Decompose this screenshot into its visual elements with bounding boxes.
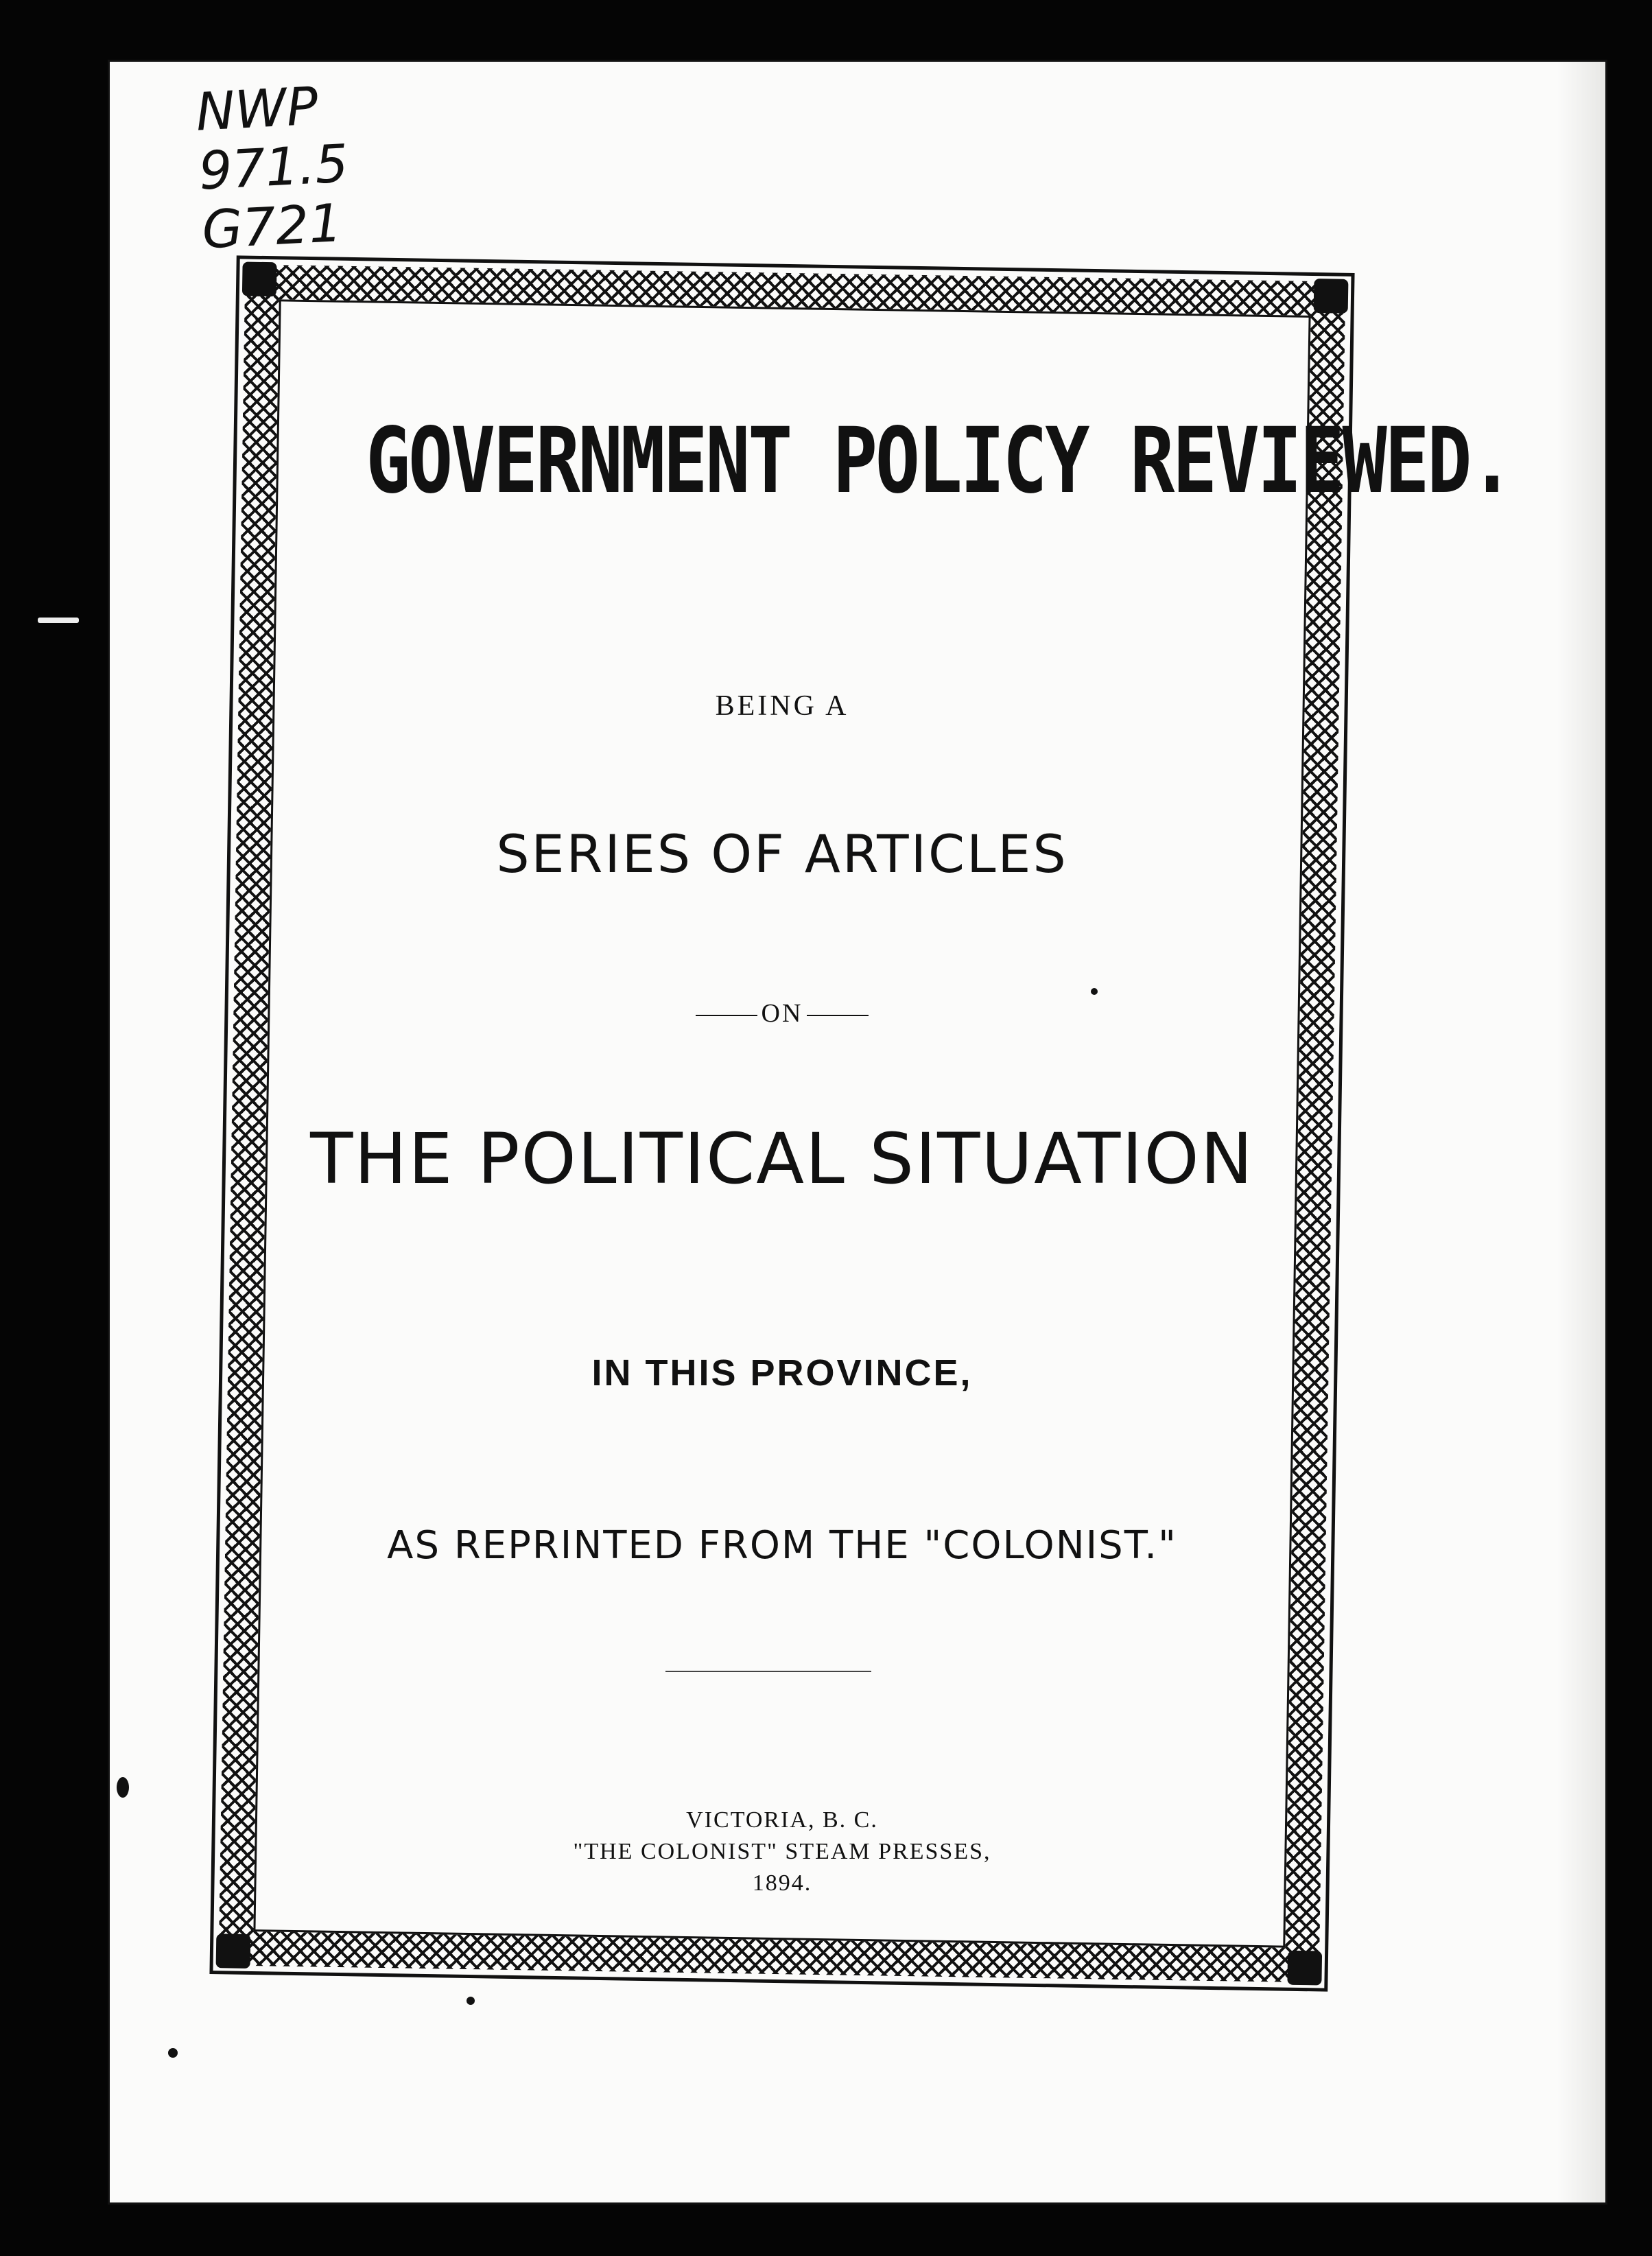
- ink-speck: [467, 1997, 475, 2005]
- dash-left: [696, 1015, 757, 1016]
- dash-right: [807, 1015, 869, 1016]
- paper-damage-mark: [117, 1777, 129, 1798]
- province-line: IN THIS PROVINCE,: [591, 1352, 973, 1394]
- on-word: ON: [761, 999, 803, 1028]
- reprinted-line: AS REPRINTED FROM THE "COLONIST.": [387, 1523, 1177, 1568]
- call-number-line-3: G721: [200, 191, 344, 261]
- corner-ornament-icon: [1287, 1951, 1322, 1986]
- cover-text-block: [274, 316, 1513, 1928]
- imprint-publisher: "THE COLONIST" STEAM PRESSES,: [573, 1839, 991, 1864]
- paper-edge-shade: [1557, 62, 1605, 2202]
- series-line: SERIES OF ARTICLES: [496, 823, 1068, 884]
- being-line: BEING A: [715, 690, 849, 722]
- ink-speck: [1091, 988, 1098, 995]
- corner-ornament-icon: [1314, 279, 1349, 314]
- imprint-year: 1894.: [752, 1870, 812, 1896]
- call-number-line-2: 971.5: [197, 132, 350, 202]
- scan-artifact: [38, 618, 79, 623]
- divider-rule: [665, 1671, 871, 1672]
- page-title: GOVERNMENT POLICY REVIEWED.: [366, 408, 1513, 514]
- subject-line: THE POLITICAL SITUATION: [310, 1118, 1254, 1200]
- corner-ornament-icon: [216, 1934, 251, 1969]
- on-line: [274, 998, 1290, 1029]
- ink-speck: [168, 2048, 178, 2058]
- call-number-line-1: NWP: [194, 75, 320, 143]
- imprint-block: [274, 1805, 1290, 1899]
- imprint-place: VICTORIA, B. C.: [686, 1807, 878, 1833]
- handwritten-call-number: [194, 75, 353, 259]
- corner-ornament-icon: [242, 261, 277, 296]
